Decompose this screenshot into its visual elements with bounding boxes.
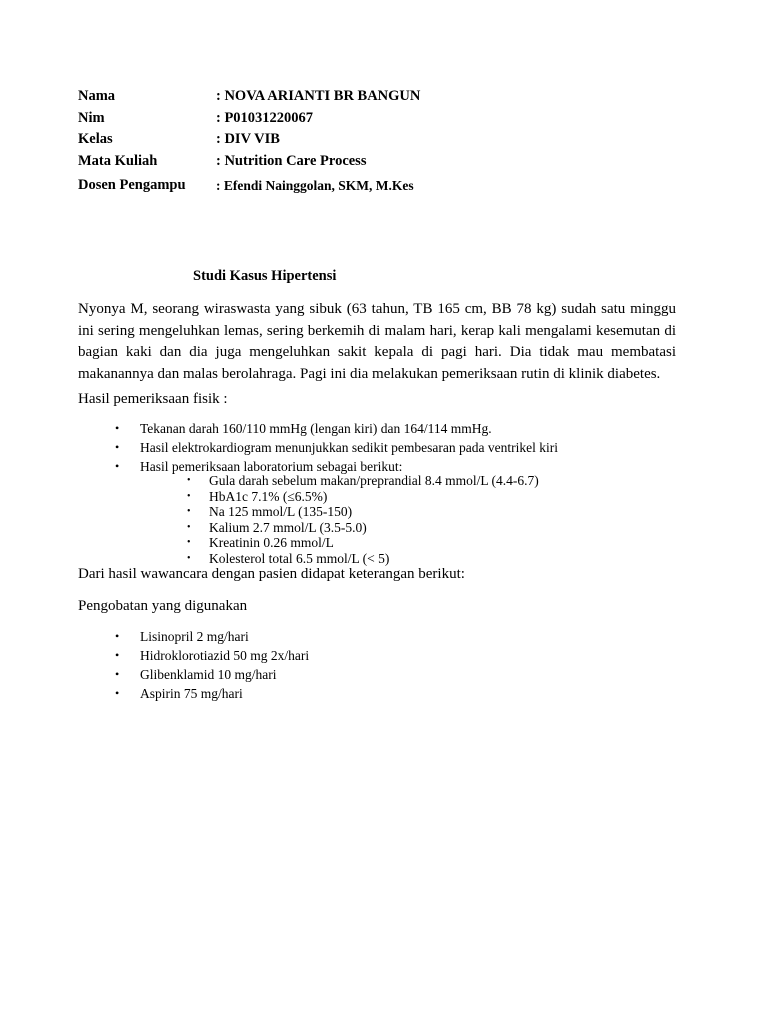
- bullet-icon: •: [187, 537, 191, 549]
- case-title: Studi Kasus Hipertensi: [193, 268, 337, 284]
- info-label: Nim: [78, 109, 105, 126]
- list-item: [187, 519, 539, 536]
- info-value: : NOVA ARIANTI BR BANGUN: [216, 88, 421, 104]
- lab-result-text: Kalium 2.7 mmol/L (3.5-5.0): [209, 519, 367, 535]
- medication-list: [115, 627, 310, 703]
- list-item: [115, 684, 309, 703]
- info-label: Nama: [78, 88, 116, 104]
- lab-results-list: [187, 473, 539, 567]
- list-item: [187, 473, 539, 489]
- list-item: [187, 535, 539, 551]
- info-label: Mata Kuliah: [78, 152, 158, 169]
- list-item: [187, 488, 539, 505]
- medication-heading: Pengobatan yang digunakan: [78, 598, 248, 614]
- bullet-icon: •: [187, 552, 191, 564]
- list-item: [115, 665, 309, 684]
- case-narrative: Nyonya M, seorang wiraswasta yang sibuk (63 tahun, TB 165 cm, BB 78 kg) sudah satu minggu ini sering mengeluhkan lemas, sering berkemih di malam hari, kerap kali mengalami kesemutan di bagian kaki dan dia juga mengeluhkan sakit kepala di pagi hari. Dia tidak mau membatasi makanannya dan malas berolahraga. Pagi ini dia melakukan pemeriksaan rutin di klinik diabetes.: [78, 301, 676, 382]
- info-row-name: [78, 86, 420, 108]
- bullet-icon: •: [187, 475, 191, 486]
- lab-result-text: HbA1c 7.1% (≤6.5%): [209, 488, 328, 504]
- bullet-icon: •: [187, 521, 191, 533]
- lab-result-text: Kreatinin 0.26 mmol/L: [209, 535, 334, 551]
- list-item-text: Tekanan darah 160/110 mmHg (lengan kiri) dan 164/114 mmHg.: [140, 421, 492, 436]
- info-label: Dosen Pengampu: [78, 177, 186, 193]
- bullet-icon: •: [115, 667, 120, 681]
- bullet-icon: •: [115, 648, 120, 662]
- lab-result-text: Kolesterol total 6.5 mmol/L (< 5): [209, 550, 390, 566]
- student-info: [78, 86, 420, 197]
- interview-text: Dari hasil wawancara dengan pasien didapat keterangan berikut:: [78, 566, 465, 582]
- medication-text: Lisinopril 2 mg/hari: [140, 629, 249, 644]
- bullet-icon: •: [115, 686, 120, 700]
- list-item: [187, 504, 539, 520]
- list-item-text: Hasil elektrokardiogram menunjukkan sedikit pembesaran pada ventrikel kiri: [140, 440, 558, 455]
- medication-text: Glibenklamid 10 mg/hari: [140, 667, 277, 682]
- bullet-icon: •: [187, 490, 191, 502]
- physical-exam-list: [115, 419, 558, 476]
- medication-text: Aspirin 75 mg/hari: [140, 686, 243, 701]
- info-row-course: [78, 151, 420, 173]
- bullet-icon: •: [115, 459, 120, 473]
- info-row-nim: [78, 108, 420, 130]
- bullet-icon: •: [115, 421, 120, 435]
- lab-result-text: Gula darah sebelum makan/preprandial 8.4 mmol/L (4.4-6.7): [209, 473, 539, 488]
- physical-exam-heading: Hasil pemeriksaan fisik :: [78, 391, 228, 407]
- list-item: [187, 550, 539, 567]
- info-value: : Nutrition Care Process: [216, 152, 367, 169]
- bullet-icon: •: [115, 629, 120, 643]
- info-value: : P01031220067: [216, 109, 314, 126]
- list-item: [115, 646, 310, 665]
- lab-result-text: Na 125 mmol/L (135-150): [209, 504, 353, 520]
- medication-text: Hidroklorotiazid 50 mg 2x/hari: [140, 648, 310, 663]
- list-item: [115, 419, 558, 438]
- info-row-class: [78, 129, 420, 151]
- info-value: : Efendi Nainggolan, SKM, M.Kes: [216, 178, 414, 193]
- list-item-text: Hasil pemeriksaan laboratorium sebagai berikut:: [140, 459, 403, 474]
- info-row-lecturer: [78, 175, 420, 197]
- bullet-icon: •: [187, 506, 191, 518]
- info-value: : DIV VIB: [216, 131, 280, 147]
- info-label: Kelas: [78, 131, 113, 147]
- list-item: [115, 627, 309, 646]
- list-item: [115, 438, 558, 457]
- bullet-icon: •: [115, 440, 120, 454]
